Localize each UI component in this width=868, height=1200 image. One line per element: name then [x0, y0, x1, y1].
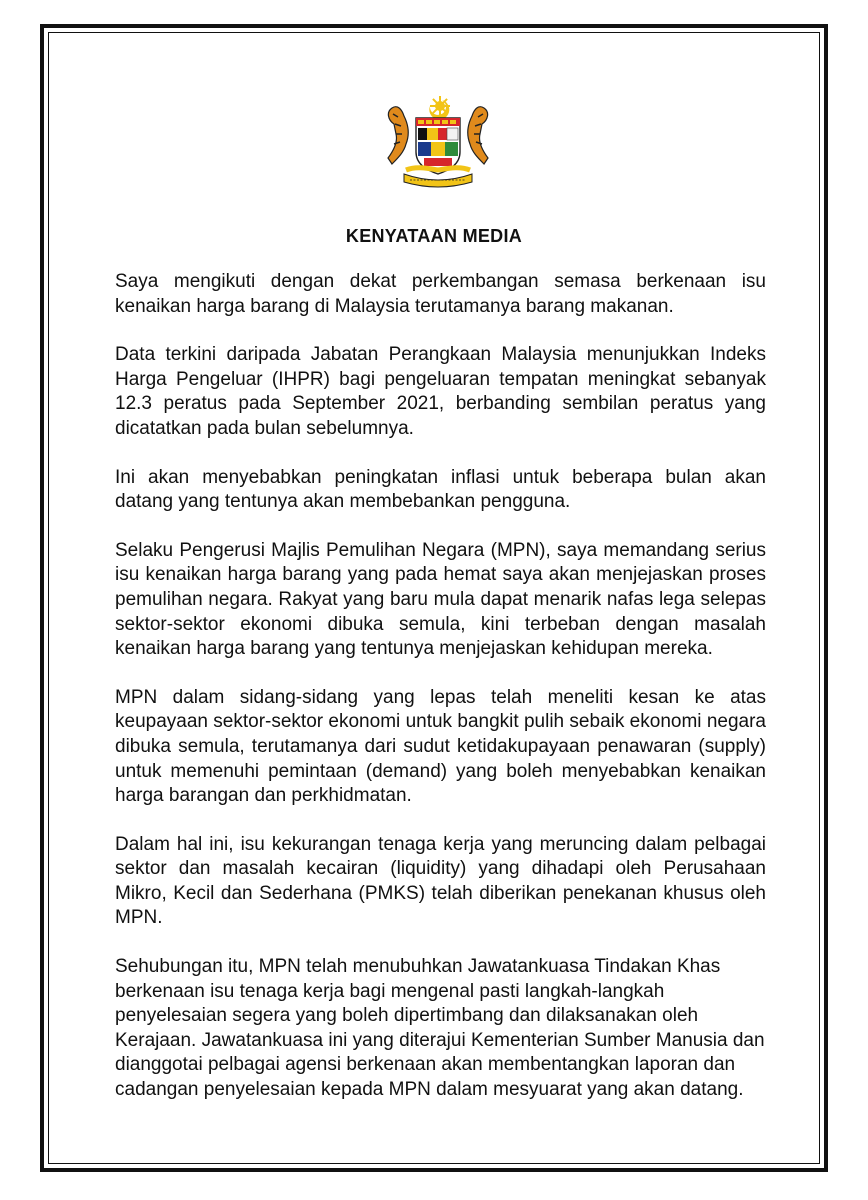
paragraph: Dalam hal ini, isu kekurangan tenaga kerja yang meruncing dalam pelbagai sektor dan masalah kecairan (liquidity) yang dihadapi oleh Perusahaan Mikro, Kecil dan Sederhana (PMKS) telah diberikan penekanan khusus oleh MPN. [115, 833, 766, 929]
paragraph: Saya mengikuti dengan dekat perkembangan semasa berkenaan isu kenaikan harga barang di Malaysia terutamanya barang makanan. [115, 271, 766, 317]
paragraph: Sehubungan itu, MPN telah menubuhkan Jawatankuasa Tindakan Khas berkenaan isu tenaga kerja bagi mengenal pasti langkah-langkah penyelesaian segera yang boleh dipertimbang dan dilaksanakan oleh Kerajaan. Jawatankuasa ini yang diterajui Kementerian Sumber Manusia dan dianggotai pelbagai agensi berkenaan akan membentangkan laporan dan cadangan penyelesaian kepada MPN dalam mesyuarat yang akan datang. [115, 956, 765, 1101]
paragraph: MPN dalam sidang-sidang yang lepas telah meneliti kesan ke atas keupayaan sektor-sektor ekonomi untuk bangkit pulih sebaik ekonomi negara dibuka semula, terutamanya dari sudut ketidakupayaan penawaran (supply) untuk memenuhi pemintaan (demand) yang boleh menyebabkan kenaikan harga barangan dan perkhidmatan. [115, 686, 766, 807]
page-title: KENYATAAN MEDIA [345, 226, 523, 246]
malaysia-coat-of-arms-icon [376, 94, 500, 190]
paragraph: Data terkini daripada Jabatan Perangkaan Malaysia menunjukkan Indeks Harga Pengeluar (IHPR) bagi pengeluaran tempatan meningkat sebanyak 12.3 peratus pada September 2021, berbanding sembilan peratus yang dicatatkan pada bulan sebelumnya. [115, 344, 766, 439]
statement-body [115, 270, 766, 1127]
paragraph: Ini akan menyebabkan peningkatan inflasi untuk beberapa bulan akan datang yang tentunya akan membebankan pengguna. [115, 466, 766, 513]
paragraph: Selaku Pengerusi Majlis Pemulihan Negara (MPN), saya memandang serius isu kenaikan harga barang yang pada hemat saya akan menjejaskan proses pemulihan negara. Rakyat yang baru mula dapat menarik nafas lega selepas sektor-sektor ekonomi dibuka semula, kini terbeban dengan masalah kenaikan harga barang yang tentunya menjejaskan kehidupan mereka. [115, 539, 766, 660]
